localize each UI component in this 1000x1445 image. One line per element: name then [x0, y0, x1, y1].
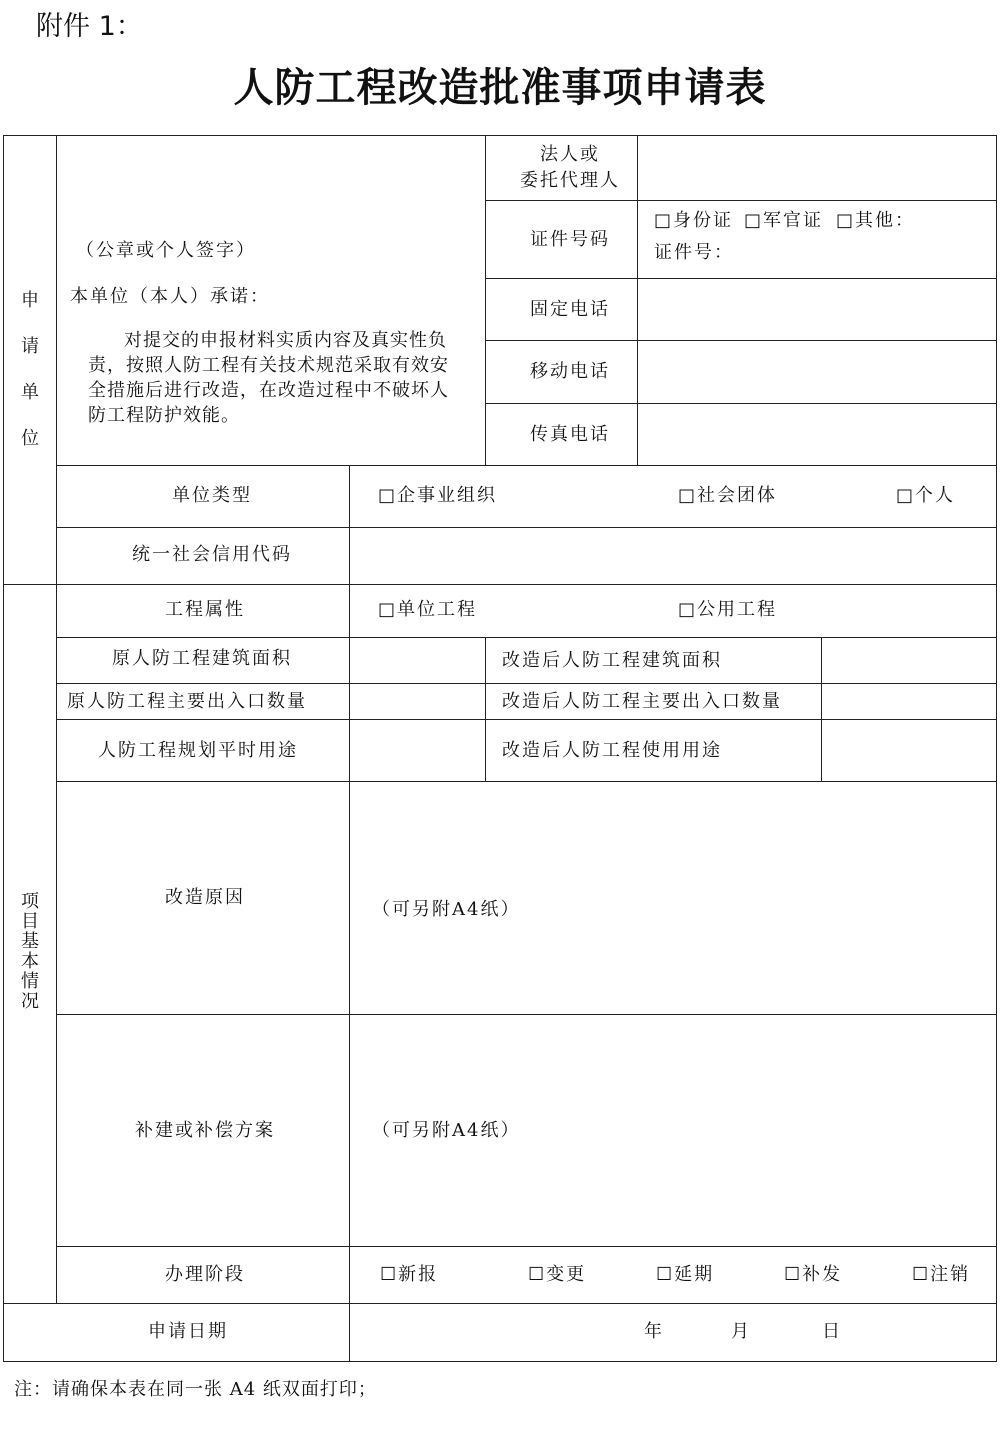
fax-label: 传真电话 — [530, 424, 610, 445]
id-type-label: 证件号码 — [530, 229, 610, 250]
section-project-char: 基 — [21, 931, 39, 952]
landline-label: 固定电话 — [530, 299, 610, 320]
orig-area-label: 原人防工程建筑面积 — [112, 648, 292, 669]
legal-rep-label-line1: 法人或 — [540, 144, 600, 165]
section-applicant-char: 申 — [21, 290, 39, 311]
plan-label: 补建或补偿方案 — [135, 1120, 275, 1141]
stage-option-new[interactable]: ☐新报 — [380, 1264, 439, 1285]
reason-hint: （可另附A4纸） — [372, 899, 521, 920]
credit-code-label: 统一社会信用代码 — [132, 544, 292, 565]
section-applicant-char: 单 — [21, 382, 39, 403]
promise-text: 对提交的申报材料实质内容及真实性负责，按照人防工程有关技术规范采取有效安全措施后进行改造，在改造过程中不破坏人防工程防护效能。 — [88, 330, 449, 426]
section-project-char: 目 — [21, 911, 39, 932]
plan-hint: （可另附A4纸） — [372, 1120, 521, 1141]
stage-label: 办理阶段 — [165, 1264, 245, 1285]
attribute-option-public[interactable]: □公用工程 — [678, 599, 778, 620]
section-applicant-char: 请 — [21, 336, 39, 357]
date-year: 年 — [644, 1321, 664, 1342]
reason-label: 改造原因 — [165, 887, 245, 908]
legal-rep-label-line2: 委托代理人 — [520, 170, 620, 191]
orig-entrances-label: 原人防工程主要出入口数量 — [67, 691, 307, 712]
stage-option-reissue[interactable]: ☐补发 — [784, 1264, 843, 1285]
id-option-idcard[interactable]: □身份证 — [654, 210, 734, 231]
unit-type-option-individual[interactable]: □个人 — [896, 485, 956, 506]
section-project-char: 项 — [21, 891, 39, 912]
mobile-label: 移动电话 — [530, 361, 610, 382]
unit-type-option-social[interactable]: □社会团体 — [678, 485, 778, 506]
section-project-char: 况 — [21, 991, 39, 1012]
print-note: 注：请确保本表在同一张 A4 纸双面打印； — [14, 1379, 377, 1400]
id-number-label: 证件号： — [654, 242, 734, 263]
unit-type-option-enterprise[interactable]: □企事业组织 — [378, 485, 498, 506]
new-area-label: 改造后人防工程建筑面积 — [502, 650, 722, 671]
stage-option-cancel[interactable]: ☐注销 — [912, 1264, 971, 1285]
id-option-other[interactable]: □其他： — [836, 210, 916, 231]
form-title: 人防工程改造批准事项申请表 — [233, 64, 767, 111]
section-applicant-char: 位 — [21, 428, 39, 449]
date-label: 申请日期 — [148, 1321, 228, 1342]
attribute-label: 工程属性 — [165, 599, 245, 620]
date-month: 月 — [731, 1321, 751, 1342]
date-day: 日 — [822, 1321, 842, 1342]
attachment-label: 附件 1： — [36, 11, 143, 42]
seal-hint: （公章或个人签字） — [76, 240, 256, 261]
promise-heading: 本单位（本人）承诺： — [70, 286, 270, 307]
stage-option-change[interactable]: ☐变更 — [528, 1264, 587, 1285]
section-project-char: 情 — [21, 971, 39, 992]
legal-rep-field[interactable] — [654, 140, 984, 196]
planned-use-label: 人防工程规划平时用途 — [98, 740, 298, 761]
attribute-option-unit[interactable]: □单位工程 — [378, 599, 478, 620]
section-project-char: 本 — [21, 951, 39, 972]
new-entrances-label: 改造后人防工程主要出入口数量 — [502, 691, 782, 712]
new-use-label: 改造后人防工程使用用途 — [502, 740, 722, 761]
id-option-officer[interactable]: □军官证 — [744, 210, 824, 231]
stage-option-extend[interactable]: ☐延期 — [656, 1264, 715, 1285]
unit-type-label: 单位类型 — [172, 485, 252, 506]
